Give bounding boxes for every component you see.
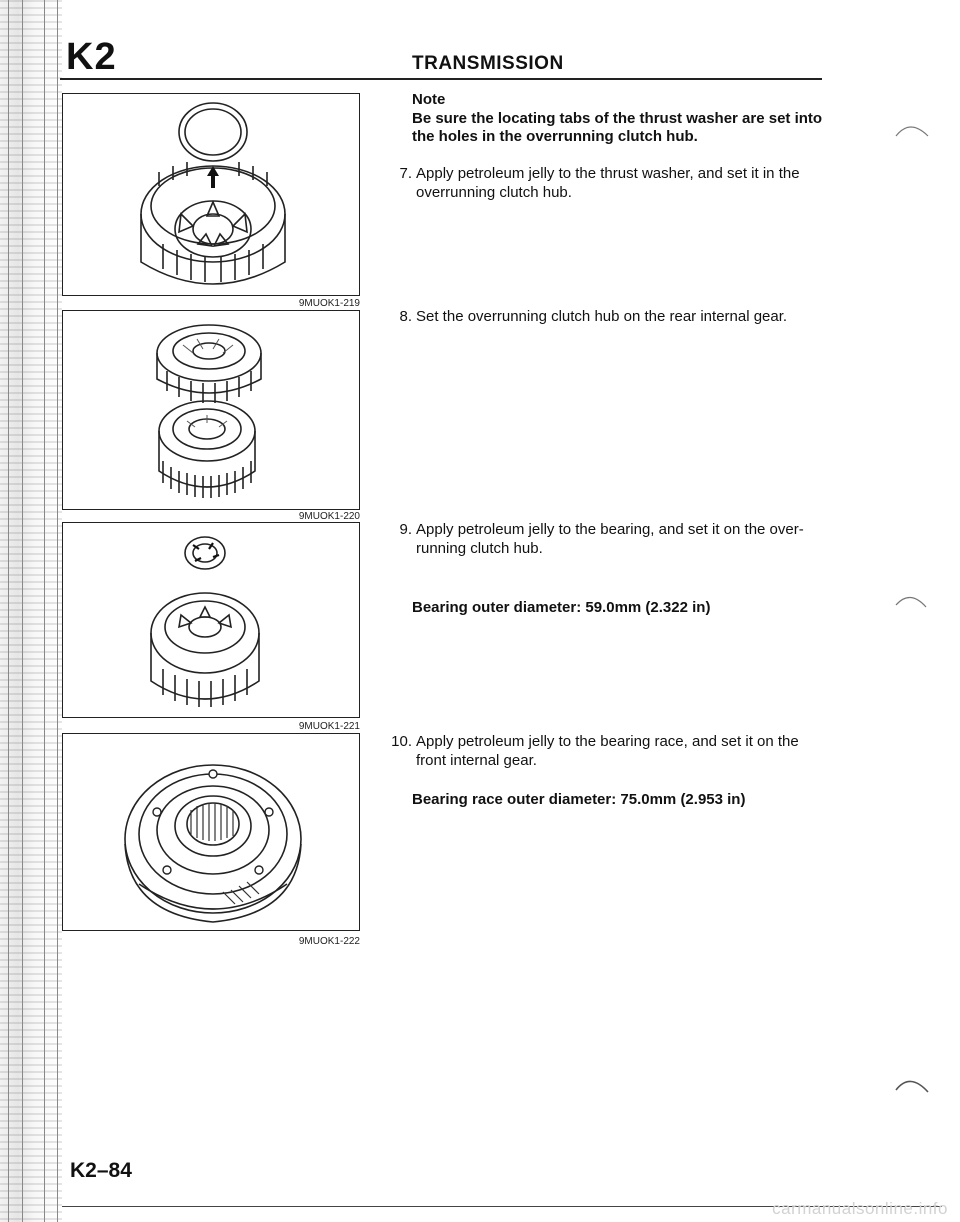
watermark: carmanualsonline.info: [772, 1199, 948, 1218]
figure-bearing: [62, 522, 360, 718]
section-code: K2: [66, 36, 117, 78]
step-10: [384, 732, 824, 770]
figure-label: 9MUOK1-220: [298, 511, 360, 522]
figure-bearing-race: [62, 733, 360, 931]
thrust-washer-illustration: [63, 94, 361, 297]
spec-bearing-race-outer-diameter: Bearing race outer diameter: 75.0mm (2.953 in): [412, 791, 746, 808]
note-body: Be sure the locating tabs of the thrust washer are set into the holes in the overrunning clutch hub.: [412, 110, 823, 145]
scan-mark: [892, 585, 932, 625]
scan-mark: [892, 112, 932, 152]
step-text: Apply petroleum jelly to the bearing, and set it on the over-running clutch hub.: [416, 521, 804, 557]
bearing-illustration: [63, 523, 361, 719]
figure-label: 9MUOK1-222: [298, 936, 360, 947]
note-title: Note: [412, 91, 446, 108]
step-number: 10.: [391, 733, 412, 750]
step-text: Set the overrunning clutch hub on the rear internal gear.: [416, 308, 788, 325]
step-8: [384, 307, 824, 326]
step-text: Apply petroleum jelly to the thrust washer, and set it in the overrunning clutch hub.: [416, 165, 800, 201]
figure-overrunning-clutch-hub: [62, 310, 360, 510]
step-number: 7.: [399, 165, 412, 182]
figure-thrust-washer: [62, 93, 360, 296]
binding-line: [8, 0, 9, 1222]
bearing-race-illustration: [63, 734, 361, 932]
page-number: K2–84: [70, 1159, 132, 1182]
step-7: [384, 164, 824, 202]
figure-label: 9MUOK1-221: [298, 721, 360, 732]
step-number: 9.: [399, 521, 412, 538]
binding-edge-shadow: [0, 0, 62, 1222]
section-title: TRANSMISSION: [412, 53, 564, 74]
binding-line: [57, 0, 58, 1222]
binding-line: [44, 0, 45, 1222]
step-text: Apply petroleum jelly to the bearing race, and set it on the front internal gear.: [416, 733, 799, 769]
figure-label: 9MUOK1-219: [298, 298, 360, 309]
clutch-hub-on-gear-illustration: [63, 311, 361, 511]
scan-mark: [892, 1068, 932, 1108]
step-number: 8.: [399, 308, 412, 325]
spec-bearing-outer-diameter: Bearing outer diameter: 59.0mm (2.322 in): [412, 599, 711, 616]
step-9: [384, 520, 824, 558]
header-rule: [60, 78, 822, 80]
binding-line: [22, 0, 23, 1222]
